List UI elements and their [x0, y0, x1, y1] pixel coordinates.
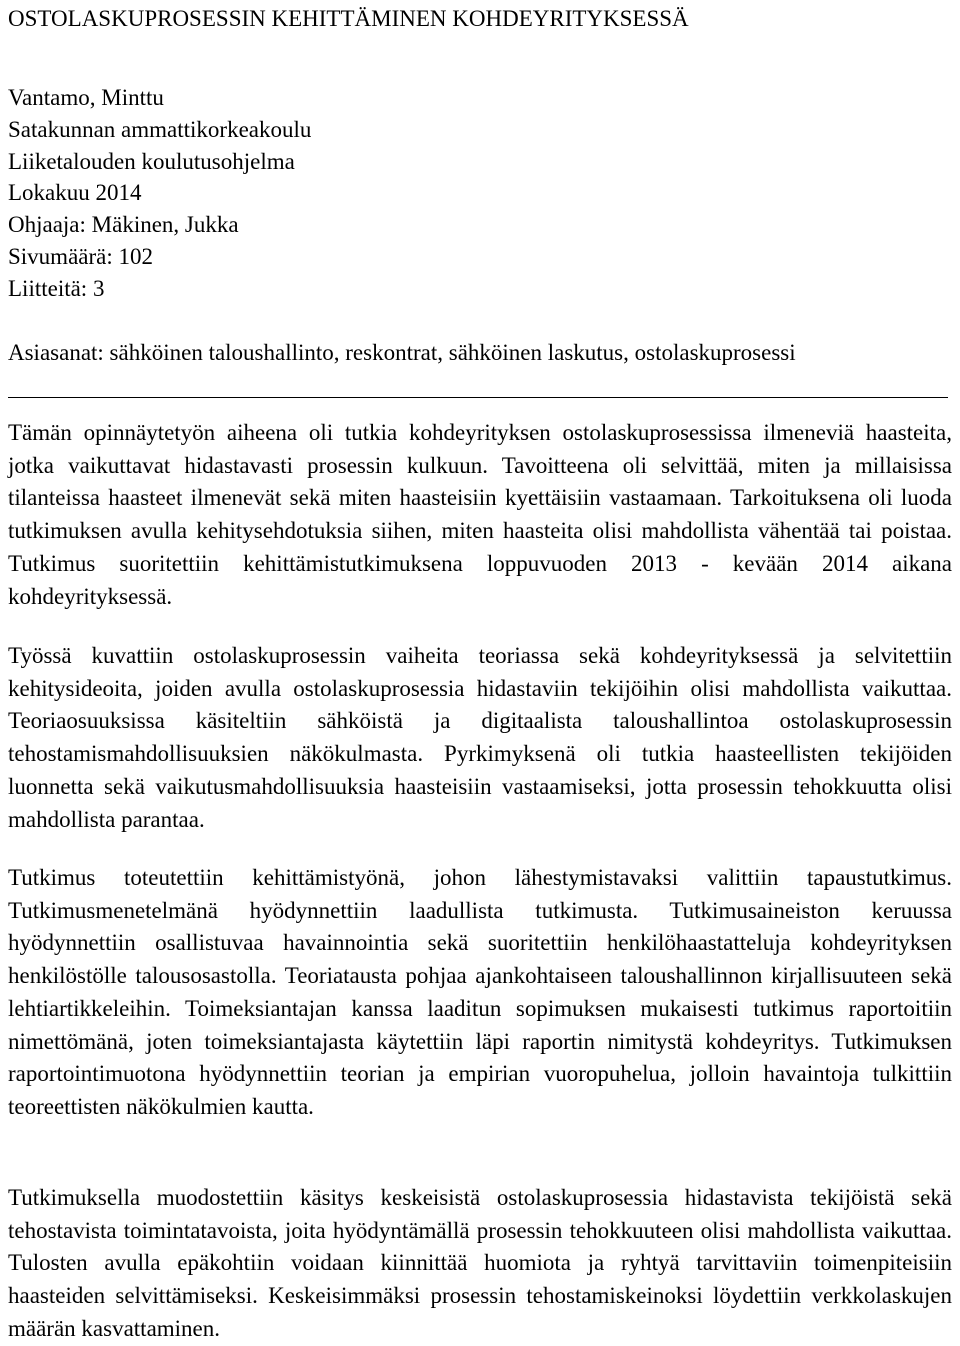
supervisor: Ohjaaja: Mäkinen, Jukka [8, 212, 239, 238]
keywords: Asiasanat: sähköinen taloushallinto, reskontrat, sähköinen laskutus, ostolaskuprosessi [8, 340, 796, 365]
abstract-paragraph-4: Tutkimuksella muodostettiin käsitys keskeisistä ostolaskuprosessia hidastavista tekijöistä sekä tehostavista toimintatavoista, joita hyödyntämällä prosessin tehokkuuteen olisi mahdollista vaikuttaa. Tulosten avulla epäkohtiin voidaan kiinnittää huomiota ja ryhtyä tarvittaviin toimenpiteisiin haasteiden selvittämiseksi. Keskeisimmäksi prosessin tehostamiskeinoksi löydettiin verkkolaskujen määrän kasvattaminen. [8, 1185, 952, 1341]
page-count: Sivumäärä: 102 [8, 243, 153, 269]
divider [8, 397, 948, 398]
document-title: OSTOLASKUPROSESSIN KEHITTÄMINEN KOHDEYRITYKSESSÄ [8, 6, 689, 31]
abstract-paragraph-1: Tämän opinnäytetyön aiheena oli tutkia kohdeyrityksen ostolaskuprosessissa ilmeneviä haasteita, jotka vaikuttavat hidastavasti prosessin kulkuun. Tavoitteena oli selvittää, miten ja millaisissa tilanteissa haasteet ilmenevät sekä miten haasteisiin kyettäisiin vastaamaan. Tarkoituksena oli luoda tutkimuksen avulla kehitysehdotuksia siihen, miten haasteita olisi mahdollista vähentää tai poistaa. Tutkimus suoritettiin kehittämistutkimuksena loppuvuoden 2013 - kevään 2014 aikana kohdeyrityksessä. [8, 420, 952, 609]
appendix-count: Liitteitä: 3 [8, 275, 105, 301]
author: Vantamo, Minttu [8, 85, 164, 110]
date: Lokakuu 2014 [8, 180, 142, 206]
abstract-paragraph-3: Tutkimus toteutettiin kehittämistyönä, johon lähestymistavaksi valittiin tapaustutkimus. Tutkimusmenetelmänä hyödynnettiin laadullista tutkimusta. Tutkimusaineiston keruussa hyödynnettiin osallistuvaa havainnointia sekä suoritettiin henkilöhaastatteluja kohdeyrityksen henkilöstölle talousosastolla. Teoriatausta pohjaa ajankohtaiseen taloushallinnon kirjallisuuteen sekä lehtiartikkeleihin. Toimeksiantajan kanssa laaditun sopimuksen mukaisesti tutkimus raportoitiin nimettömänä, joten toimeksiantajasta käytettiin läpi raportin nimitystä kohdeyritys. Tutkimuksen raportointimuotona hyödynnettiin teorian ja empirian vuoropuhelua, jolloin havaintoja tulkittiin teoreettisten näkökulmien kautta. [8, 865, 952, 1119]
institution: Satakunnan ammattikorkeakoulu [8, 116, 312, 142]
abstract-paragraph-2: Työssä kuvattiin ostolaskuprosessin vaiheita teoriassa sekä kohdeyrityksessä ja selvitettiin kehitysideoita, joiden avulla ostolaskuprosessia hidastaviin tekijöihin olisi mahdollista vaikuttaa. Teoriaosuuksissa käsiteltiin sähköistä ja digitaalista taloushallintoa ostolaskuprosessin tehostamismahdollisuuksien näkökulmasta. Pyrkimyksenä oli tutkia haasteellisten tekijöiden luonnetta sekä vaikutusmahdollisuuksia haasteisiin vastaamiseksi, jotta prosessin tehokkuutta olisi mahdollista parantaa. [8, 643, 952, 832]
degree-programme: Liiketalouden koulutusohjelma [8, 148, 295, 174]
thesis-metadata [8, 82, 311, 305]
